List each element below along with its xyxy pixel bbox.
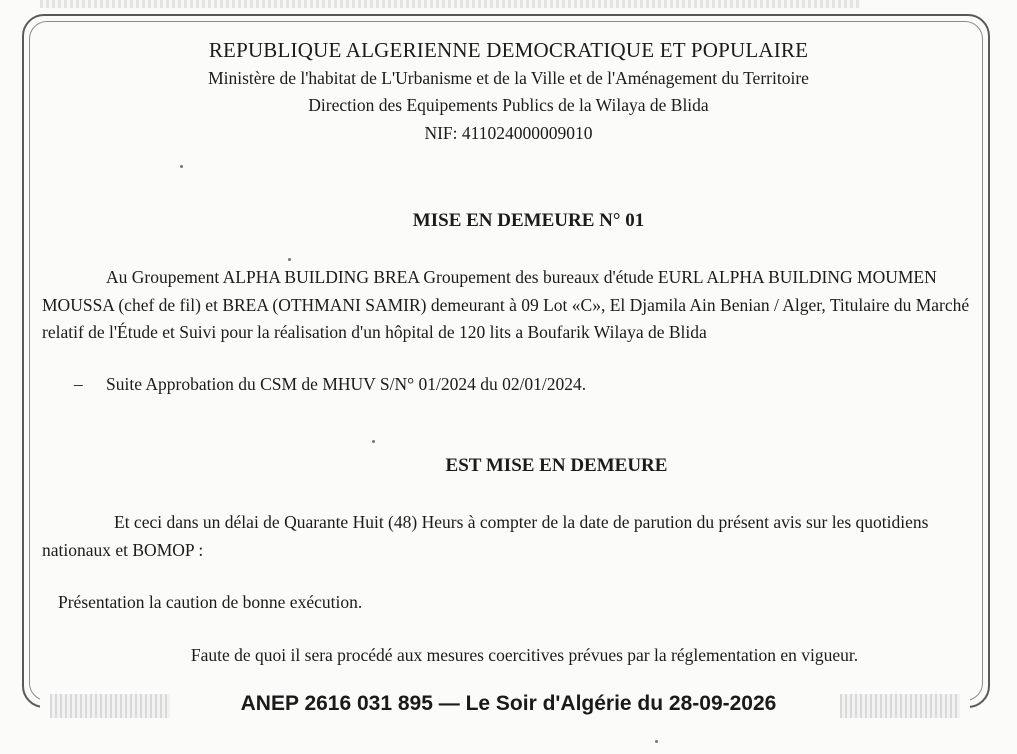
bullet-text: Suite Approbation du CSM de MHUV S/N° 01/2024 du 02/01/2024. <box>106 374 587 394</box>
publication-footer: ANEP 2616 031 895 — Le Soir d'Algérie du 28-09-2026 <box>240 692 777 715</box>
scan-speck <box>655 740 658 743</box>
scan-speck <box>372 440 375 443</box>
ministry-heading: Ministère de l'habitat de L'Urbanisme et de la Ville et de l'Aménagement du Territoire <box>208 68 809 88</box>
nif-number: NIF: 411024000009010 <box>424 123 593 143</box>
addressee-paragraph: Au Groupement ALPHA BUILDING BREA Groupement des bureaux d'étude EURL ALPHA BUILDING MOUMEN MOUSSA (chef de fil) et BREA (OTHMANI SAMIR) demeurant à 09 Lot «C», El Djamila Ain Benian / Alger, Titulaire du Marché relatif de l'Étude et Suivi pour la réalisation d'un hôpital de 120 lits a Boufarik Wilaya de Blida <box>42 267 970 342</box>
bullet-dash: – <box>74 374 83 394</box>
notice-subtitle: EST MISE EN DEMEURE <box>445 455 668 476</box>
republic-heading: REPUBLIQUE ALGERIENNE DEMOCRATIQUE ET POPULAIRE <box>208 38 809 62</box>
bullet-item <box>74 374 586 395</box>
scan-speck <box>288 258 291 261</box>
scan-speck <box>180 165 183 168</box>
direction-heading: Direction des Equipements Publics de la Wilaya de Blida <box>308 95 709 115</box>
scan-top-strip <box>40 0 860 8</box>
notice-title: MISE EN DEMEURE N° 01 <box>412 210 645 231</box>
requirement-line: Présentation la caution de bonne exécution. <box>58 592 363 612</box>
delay-paragraph: Et ceci dans un délai de Quarante Huit (48) Heurs à compter de la date de parution du présent avis sur les quotidiens nationaux et BOMOP : <box>42 512 929 560</box>
consequence-line: Faute de quoi il sera procédé aux mesures coercitives prévues par la réglementation en vigueur. <box>190 645 859 665</box>
